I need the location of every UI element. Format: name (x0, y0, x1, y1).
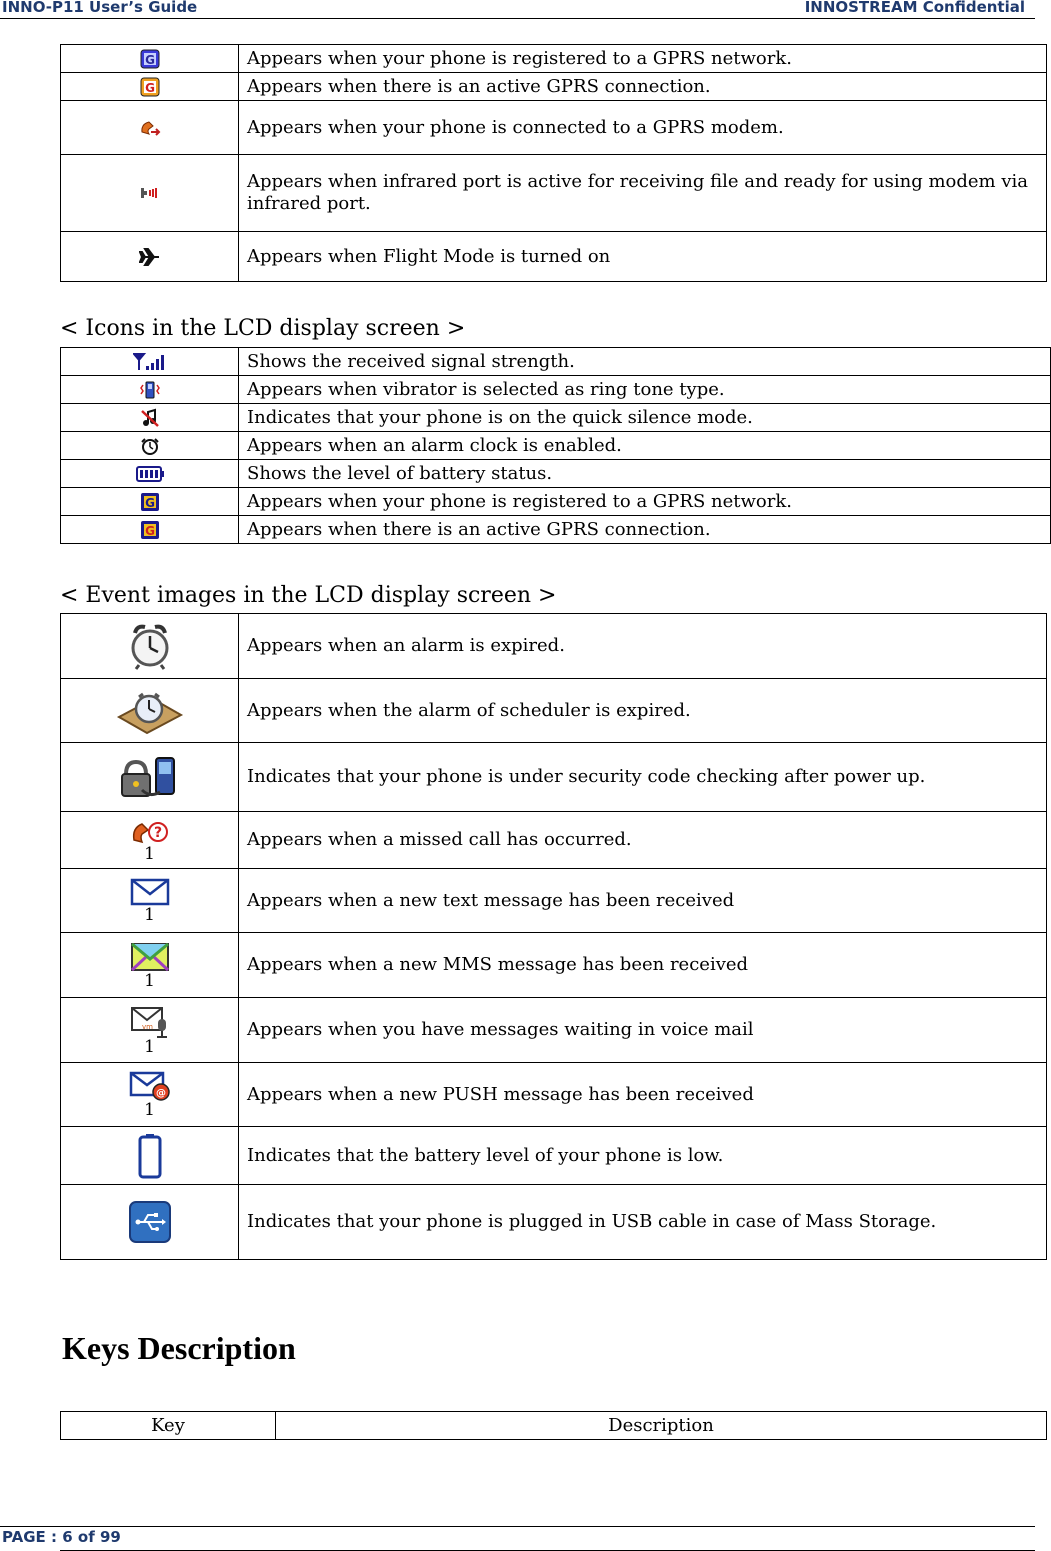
alarm-clock-icon (139, 435, 161, 456)
table-row (61, 743, 1047, 812)
table-cell: Appears when a new PUSH message has been received (239, 1063, 1047, 1127)
section-title-event-images: < Event images in the LCD display screen > (60, 583, 557, 608)
svg-text:vm: vm (141, 1022, 153, 1031)
keys-table (60, 1411, 1047, 1440)
table-cell: Indicates that the battery level of your phone is low. (239, 1127, 1047, 1185)
svg-text:G: G (144, 523, 155, 538)
table-row (61, 998, 1047, 1063)
table-cell: Appears when a new MMS message has been received (239, 933, 1047, 998)
table-row (61, 614, 1047, 679)
missed-call-count: 1 (144, 843, 155, 864)
table-row (61, 1127, 1047, 1185)
table-row (61, 679, 1047, 743)
page-footer (0, 1526, 1035, 1546)
gprs-icons-table (60, 44, 1047, 282)
vibrator-icon (139, 379, 161, 400)
table-cell: Appears when a new text message has been received (239, 869, 1047, 933)
table-row (61, 933, 1047, 998)
usb-icon (128, 1211, 172, 1232)
table-row (61, 460, 1051, 488)
table-cell: Indicates that your phone is under security code checking after power up. (239, 743, 1047, 812)
table-row (61, 516, 1051, 544)
gprs-active-lcd-icon (140, 519, 160, 540)
missed-call-icon (61, 821, 238, 863)
page-header (0, 0, 1035, 19)
table-row (61, 432, 1051, 460)
mms-message-count: 1 (144, 970, 155, 991)
table-cell: Appears when vibrator is selected as ring tone type. (239, 376, 1051, 404)
battery-icon (135, 463, 165, 484)
table-cell: Appears when an alarm clock is enabled. (239, 432, 1051, 460)
low-battery-icon (138, 1145, 162, 1166)
svg-text:?: ? (153, 824, 162, 841)
header-doc-title: INNO-P11 User’s Guide (2, 0, 198, 16)
table-row (61, 869, 1047, 933)
table-cell: Appears when your phone is registered to a GPRS network. (239, 488, 1051, 516)
gprs-registered-lcd-icon (140, 491, 160, 512)
table-cell: Indicates that your phone is on the quick silence mode. (239, 404, 1051, 432)
voice-mail-count: 1 (144, 1036, 155, 1057)
table-cell: Shows the received signal strength. (239, 348, 1051, 376)
table-row (61, 812, 1047, 869)
page-number: PAGE : 6 of 99 (2, 1528, 121, 1546)
table-row (61, 45, 1047, 73)
mms-message-icon (61, 946, 238, 990)
gprs-active-icon (140, 76, 160, 97)
infrared-icon (140, 182, 160, 203)
table-row (61, 101, 1047, 155)
key-column-header: Key (61, 1412, 276, 1440)
security-lock-icon (120, 766, 180, 787)
table-cell: Appears when a missed call has occurred. (239, 812, 1047, 869)
table-cell: Appears when you have messages waiting in voice mail (239, 998, 1047, 1063)
description-column-header: Description (276, 1412, 1047, 1440)
header-confidential: INNOSTREAM Confidential (804, 0, 1025, 16)
table-header-row (61, 1412, 1047, 1440)
table-row (61, 1185, 1047, 1260)
event-images-table (60, 613, 1047, 1260)
svg-text:G: G (144, 495, 155, 510)
table-cell: Appears when your phone is connected to a GPRS modem. (239, 101, 1047, 155)
svg-text:@: @ (155, 1088, 166, 1099)
table-row (61, 488, 1051, 516)
table-cell: Appears when Flight Mode is turned on (239, 232, 1047, 282)
table-row (61, 348, 1051, 376)
table-row (61, 232, 1047, 282)
table-row (61, 376, 1051, 404)
push-message-count: 1 (144, 1100, 155, 1120)
table-row (61, 155, 1047, 232)
gprs-registered-icon (140, 48, 160, 69)
table-row (61, 404, 1051, 432)
alarm-expired-icon (127, 635, 173, 656)
text-message-icon (61, 881, 238, 924)
table-cell: Indicates that your phone is plugged in USB cable in case of Mass Storage. (239, 1185, 1047, 1260)
table-cell: Appears when there is an active GPRS connection. (239, 73, 1047, 101)
table-cell: Appears when there is an active GPRS connection. (239, 516, 1051, 544)
table-row (61, 1063, 1047, 1127)
table-cell: Shows the level of battery status. (239, 460, 1051, 488)
svg-text:G: G (144, 52, 155, 67)
section-title-lcd-icons: < Icons in the LCD display screen > (60, 316, 466, 341)
gprs-modem-icon (139, 117, 161, 138)
table-row (61, 73, 1047, 101)
signal-strength-icon (133, 351, 167, 372)
text-message-count: 1 (144, 905, 155, 925)
lcd-icons-table (60, 347, 1051, 544)
quick-silence-icon (140, 407, 160, 428)
scheduler-alarm-icon (115, 700, 185, 721)
airplane-icon (139, 246, 161, 267)
keys-description-heading: Keys Description (62, 1330, 296, 1366)
table-cell: Appears when your phone is registered to a GPRS network. (239, 45, 1047, 73)
table-cell: Appears when the alarm of scheduler is expired. (239, 679, 1047, 743)
svg-text:G: G (144, 80, 155, 95)
table-cell: Appears when infrared port is active for receiving file and ready for using modem via infrared port. (239, 155, 1047, 232)
table-cell: Appears when an alarm is expired. (239, 614, 1047, 679)
voice-mail-icon (61, 1011, 238, 1056)
push-message-icon (61, 1075, 238, 1119)
